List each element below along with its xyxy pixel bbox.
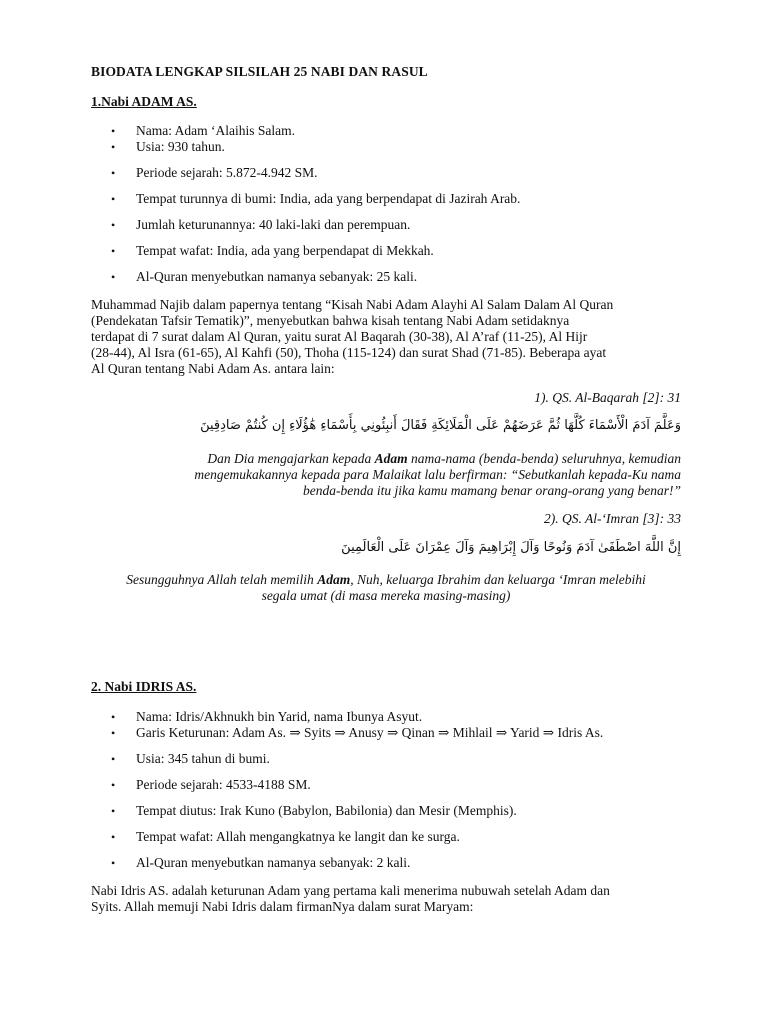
translation-line: benda-benda itu jika kamu mamang benar orang-orang yang benar!”: [303, 483, 681, 498]
document-title: BIODATA LENGKAP SILSILAH 25 NABI DAN RASUL: [91, 64, 428, 79]
list-item: • Nama: Adam ‘Alaihis Salam.: [91, 123, 681, 139]
list-item: • Tempat diutus: Irak Kuno (Babylon, Babilonia) dan Mesir (Memphis).: [91, 803, 681, 819]
list-item: • Jumlah keturunannya: 40 laki-laki dan perempuan.: [91, 217, 681, 233]
paragraph-line: terdapat di 7 surat dalam Al Quran, yaitu surat Al Baqarah (30-38), Al A’raf (11-25), Al Hijr: [91, 329, 588, 344]
list-item: • Usia: 930 tahun.: [91, 139, 681, 155]
list-item: • Periode sejarah: 5.872-4.942 SM.: [91, 165, 681, 181]
list-item: • Tempat wafat: India, ada yang berpendapat di Mekkah.: [91, 243, 681, 259]
list-item: • Al-Quran menyebutkan namanya sebanyak: 2 kali.: [91, 855, 681, 871]
idris-bullet-list: [91, 709, 681, 871]
highlighted-name: Adam: [317, 572, 351, 587]
list-item: • Tempat wafat: Allah mengangkatnya ke langit dan ke surga.: [91, 829, 681, 845]
list-item: • Tempat turunnya di bumi: India, ada yang berpendapat di Jazirah Arab.: [91, 191, 681, 207]
section-heading-idris: 2. Nabi IDRIS AS.: [91, 679, 197, 694]
verse-translation-2: [91, 572, 681, 604]
section-heading-adam: 1.Nabi ADAM AS.: [91, 94, 197, 109]
translation-line: mengemukakannya kepada para Malaikat lalu berfirman: “Sebutkanlah kepada-Ku nama: [194, 467, 681, 482]
paragraph-line: Muhammad Najib dalam papernya tentang “Kisah Nabi Adam Alayhi Al Salam Dalam Al Quran: [91, 297, 614, 312]
arabic-verse-1: وَعَلَّمَ آدَمَ الْأَسْمَاءَ كُلَّهَا ثُمَّ عَرَضَهُمْ عَلَى الْمَلَائِكَةِ فَقَالَ أَنبِئُونِي بِأَسْمَاءِ هَٰؤُلَاءِ إِن كُنتُمْ صَادِقِينَ: [200, 418, 681, 433]
list-item: • Al-Quran menyebutkan namanya sebanyak: 25 kali.: [91, 269, 681, 285]
translation-line: Dan Dia mengajarkan kepada Adam nama-nama (benda-benda) seluruhnya, kemudian: [207, 451, 681, 466]
adam-paragraph: [91, 297, 681, 377]
paragraph-line: Al Quran tentang Nabi Adam As. antara lain:: [91, 361, 335, 376]
verse-reference-2: 2). QS. Al-‘Imran [3]: 33: [544, 511, 681, 526]
highlighted-name: Adam: [374, 451, 408, 466]
list-item: • Garis Keturunan: Adam As. ⇒ Syits ⇒ Anusy ⇒ Qinan ⇒ Mihlail ⇒ Yarid ⇒ Idris As.: [91, 725, 681, 741]
idris-paragraph: [91, 883, 681, 915]
adam-bullet-list: [91, 123, 681, 285]
paragraph-line: Nabi Idris AS. adalah keturunan Adam yang pertama kali menerima nubuwah setelah Adam dan: [91, 883, 610, 898]
arabic-verse-2: إِنَّ اللَّهَ اصْطَفَىٰ آدَمَ وَنُوحًا وَآلَ إِبْرَاهِيمَ وَآلَ عِمْرَانَ عَلَى الْعَالَمِينَ: [341, 540, 681, 555]
verse-reference-1: 1). QS. Al-Baqarah [2]: 31: [534, 390, 681, 405]
translation-line: segala umat (di masa mereka masing-masing): [261, 588, 511, 603]
verse-translation-1: [91, 451, 681, 499]
paragraph-line: (Pendekatan Tafsir Tematik)”, menyebutkan bahwa kisah tentang Nabi Adam setidaknya: [91, 313, 570, 328]
list-item: • Usia: 345 tahun di bumi.: [91, 751, 681, 767]
list-item: • Periode sejarah: 4533-4188 SM.: [91, 777, 681, 793]
paragraph-line: Syits. Allah memuji Nabi Idris dalam firmanNya dalam surat Maryam:: [91, 899, 474, 914]
list-item: • Nama: Idris/Akhnukh bin Yarid, nama Ibunya Asyut.: [91, 709, 681, 725]
paragraph-line: (28-44), Al Isra (61-65), Al Kahfi (50), Thoha (115-124) dan surat Shad (71-85). Beberapa ayat: [91, 345, 607, 360]
translation-line: Sesungguhnya Allah telah memilih Adam, Nuh, keluarga Ibrahim dan keluarga ‘Imran melebihi: [126, 572, 646, 587]
